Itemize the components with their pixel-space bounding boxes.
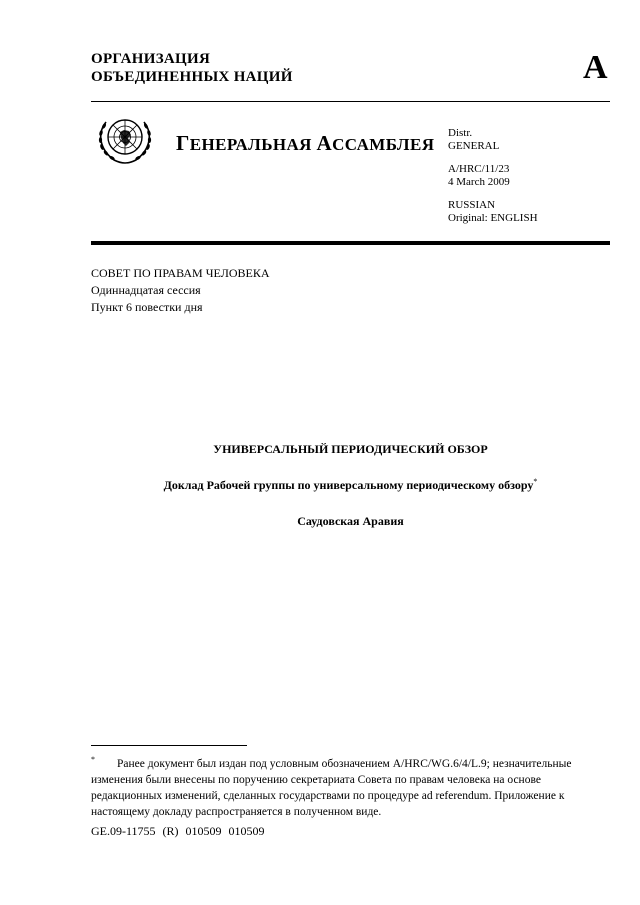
masthead-divider: [91, 241, 610, 245]
original-language: Original: ENGLISH: [448, 212, 538, 224]
footnote: [91, 752, 601, 820]
document-date: 4 March 2009: [448, 176, 510, 188]
assembly-rest-2: ССАМБЛЕЯ: [332, 135, 435, 154]
document-number: GE.09-11755 (R) 010509 010509: [91, 824, 265, 838]
assembly-rest-1: ЕНЕРАЛЬНАЯ: [189, 135, 317, 154]
footnote-text: Ранее документ был издан под условным обозначением A/HRC/WG.6/4/L.9; незначительные изменения были внесены по поручению секретариата Совета по правам человека на основе редакционных изменений, сделанных государствами по процедуре ad referendum. Приложение к настоящему докладу распространяется в полученном виде.: [91, 757, 572, 818]
distr-general: GENERAL: [448, 140, 500, 152]
distribution-block: [448, 127, 538, 225]
document-language: RUSSIAN: [448, 199, 496, 211]
un-emblem-icon: [94, 110, 156, 168]
country-name: Саудовская Аравия: [297, 514, 404, 528]
footnote-marker: *: [91, 755, 95, 764]
footnote-divider: [91, 745, 247, 746]
distr-label: Distr.: [448, 127, 473, 139]
org-line-1: ОРГАНИЗАЦИЯ: [91, 51, 211, 67]
council-name: СОВЕТ ПО ПРАВАМ ЧЕЛОВЕКА: [91, 266, 270, 280]
agenda-item: Пункт 6 повестки дня: [91, 300, 203, 314]
report-subtitle: [91, 477, 610, 493]
organization-name: [91, 50, 293, 86]
series-symbol: A: [583, 49, 608, 86]
footnote-reference: *: [533, 477, 538, 486]
document-symbol: A/HRC/11/23: [448, 163, 510, 175]
session-label: Одиннадцатая сессия: [91, 283, 201, 297]
report-subtitle-text: Доклад Рабочей группы по универсальному периодическому обзору: [163, 478, 534, 492]
assembly-cap-2: А: [316, 131, 333, 155]
org-line-2: ОБЪЕДИНЕННЫХ НАЦИЙ: [91, 69, 293, 85]
general-assembly-title: [176, 131, 434, 156]
assembly-cap-1: Г: [176, 131, 190, 155]
report-heading: УНИВЕРСАЛЬНЫЙ ПЕРИОДИЧЕСКИЙ ОБЗОР: [213, 442, 488, 456]
council-block: [91, 265, 270, 316]
header-divider: [91, 101, 610, 102]
